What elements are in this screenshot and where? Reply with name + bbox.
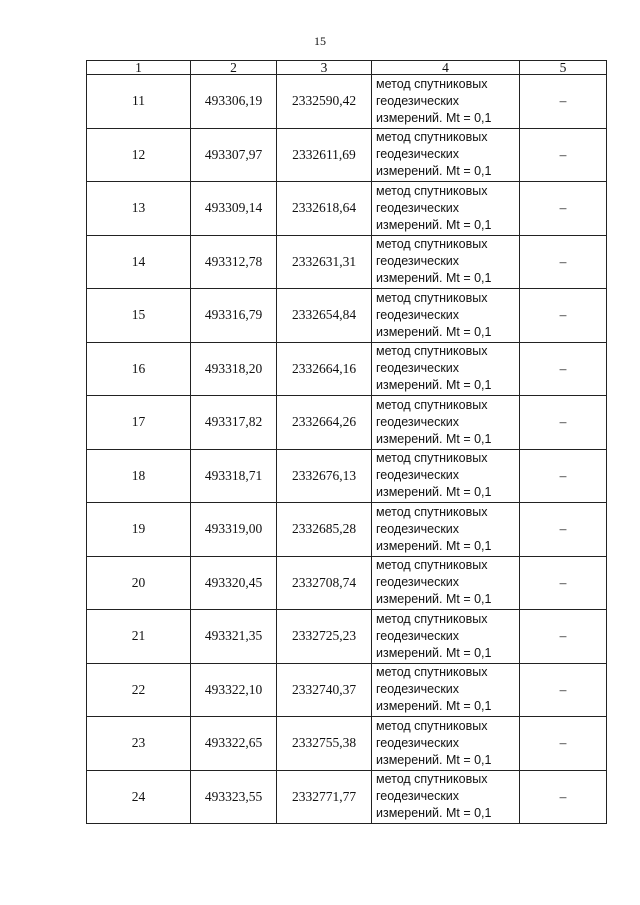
method-cell (372, 396, 520, 450)
point-number-cell: 16 (87, 342, 191, 396)
description-cell: – (520, 235, 607, 289)
method-line: метод спутниковых (376, 558, 488, 573)
method-line: метод спутниковых (376, 76, 488, 91)
point-number-cell: 12 (87, 128, 191, 182)
description-cell: – (520, 770, 607, 824)
y-coordinate-cell: 2332676,13 (277, 449, 372, 503)
point-number-cell: 24 (87, 770, 191, 824)
method-line: геодезических (376, 93, 460, 108)
y-coordinate-cell: 2332740,37 (277, 663, 372, 717)
table-body (87, 75, 607, 824)
method-cell (372, 449, 520, 503)
coordinates-table (86, 60, 607, 824)
header-cell-3: 3 (277, 61, 372, 75)
method-line: метод спутниковых (376, 451, 488, 466)
method-cell (372, 503, 520, 557)
description-cell: – (520, 503, 607, 557)
table-row (87, 289, 607, 343)
table-row (87, 556, 607, 610)
header-cell-1: 1 (87, 61, 191, 75)
description-cell: – (520, 717, 607, 771)
table-row (87, 342, 607, 396)
x-coordinate-cell: 493318,71 (191, 449, 277, 503)
table-row (87, 75, 607, 129)
method-cell (372, 75, 520, 129)
y-coordinate-cell: 2332664,16 (277, 342, 372, 396)
description-cell: – (520, 289, 607, 343)
table-row (87, 770, 607, 824)
method-line: геодезических (376, 682, 460, 697)
method-line: измерений. Mt = 0,1 (376, 538, 492, 553)
description-cell: – (520, 75, 607, 129)
method-line: измерений. Mt = 0,1 (376, 699, 492, 714)
x-coordinate-cell: 493309,14 (191, 182, 277, 236)
table-row (87, 449, 607, 503)
header-cell-2: 2 (191, 61, 277, 75)
y-coordinate-cell: 2332708,74 (277, 556, 372, 610)
y-coordinate-cell: 2332685,28 (277, 503, 372, 557)
method-line: метод спутниковых (376, 772, 488, 787)
description-cell: – (520, 610, 607, 664)
method-line: геодезических (376, 575, 460, 590)
y-coordinate-cell: 2332631,31 (277, 235, 372, 289)
y-coordinate-cell: 2332590,42 (277, 75, 372, 129)
x-coordinate-cell: 493312,78 (191, 235, 277, 289)
y-coordinate-cell: 2332771,77 (277, 770, 372, 824)
method-line: метод спутниковых (376, 611, 488, 626)
method-line: метод спутниковых (376, 504, 488, 519)
method-line: измерений. Mt = 0,1 (376, 752, 492, 767)
table-row (87, 610, 607, 664)
table-row (87, 663, 607, 717)
method-line: измерений. Mt = 0,1 (376, 110, 492, 125)
table-row (87, 235, 607, 289)
point-number-cell: 23 (87, 717, 191, 771)
x-coordinate-cell: 493318,20 (191, 342, 277, 396)
method-line: метод спутниковых (376, 130, 488, 145)
method-line: измерений. Mt = 0,1 (376, 806, 492, 821)
x-coordinate-cell: 493316,79 (191, 289, 277, 343)
table-row (87, 503, 607, 557)
table-row (87, 396, 607, 450)
method-cell (372, 342, 520, 396)
method-line: геодезических (376, 414, 460, 429)
point-number-cell: 21 (87, 610, 191, 664)
header-row (87, 61, 607, 75)
method-line: геодезических (376, 361, 460, 376)
method-line: геодезических (376, 735, 460, 750)
description-cell: – (520, 449, 607, 503)
method-line: метод спутниковых (376, 290, 488, 305)
method-cell (372, 235, 520, 289)
y-coordinate-cell: 2332611,69 (277, 128, 372, 182)
method-line: метод спутниковых (376, 665, 488, 680)
description-cell: – (520, 556, 607, 610)
x-coordinate-cell: 493317,82 (191, 396, 277, 450)
x-coordinate-cell: 493307,97 (191, 128, 277, 182)
x-coordinate-cell: 493306,19 (191, 75, 277, 129)
y-coordinate-cell: 2332725,23 (277, 610, 372, 664)
method-cell (372, 663, 520, 717)
description-cell: – (520, 396, 607, 450)
y-coordinate-cell: 2332618,64 (277, 182, 372, 236)
method-line: метод спутниковых (376, 183, 488, 198)
method-line: измерений. Mt = 0,1 (376, 271, 492, 286)
description-cell: – (520, 663, 607, 717)
method-line: геодезических (376, 628, 460, 643)
point-number-cell: 18 (87, 449, 191, 503)
point-number-cell: 11 (87, 75, 191, 129)
table-row (87, 717, 607, 771)
table-row (87, 182, 607, 236)
method-line: метод спутниковых (376, 718, 488, 733)
method-line: геодезических (376, 254, 460, 269)
method-line: измерений. Mt = 0,1 (376, 431, 492, 446)
description-cell: – (520, 342, 607, 396)
method-line: измерений. Mt = 0,1 (376, 324, 492, 339)
y-coordinate-cell: 2332755,38 (277, 717, 372, 771)
method-line: метод спутниковых (376, 397, 488, 412)
method-line: метод спутниковых (376, 237, 488, 252)
method-cell (372, 556, 520, 610)
point-number-cell: 14 (87, 235, 191, 289)
point-number-cell: 19 (87, 503, 191, 557)
method-line: метод спутниковых (376, 344, 488, 359)
header-cell-4: 4 (372, 61, 520, 75)
point-number-cell: 22 (87, 663, 191, 717)
method-cell (372, 610, 520, 664)
method-line: геодезических (376, 200, 460, 215)
table-row (87, 128, 607, 182)
method-cell (372, 717, 520, 771)
point-number-cell: 13 (87, 182, 191, 236)
description-cell: – (520, 182, 607, 236)
header-cell-5: 5 (520, 61, 607, 75)
method-line: измерений. Mt = 0,1 (376, 645, 492, 660)
method-cell (372, 182, 520, 236)
method-line: геодезических (376, 789, 460, 804)
point-number-cell: 17 (87, 396, 191, 450)
y-coordinate-cell: 2332654,84 (277, 289, 372, 343)
table-header (87, 61, 607, 75)
point-number-cell: 20 (87, 556, 191, 610)
method-line: измерений. Mt = 0,1 (376, 378, 492, 393)
method-line: измерений. Mt = 0,1 (376, 485, 492, 500)
method-cell (372, 289, 520, 343)
x-coordinate-cell: 493319,00 (191, 503, 277, 557)
method-line: геодезических (376, 468, 460, 483)
y-coordinate-cell: 2332664,26 (277, 396, 372, 450)
x-coordinate-cell: 493323,55 (191, 770, 277, 824)
method-line: измерений. Mt = 0,1 (376, 164, 492, 179)
point-number-cell: 15 (87, 289, 191, 343)
x-coordinate-cell: 493321,35 (191, 610, 277, 664)
method-line: геодезических (376, 521, 460, 536)
method-line: геодезических (376, 147, 460, 162)
x-coordinate-cell: 493322,10 (191, 663, 277, 717)
method-line: геодезических (376, 307, 460, 322)
page-number: 15 (314, 34, 326, 48)
x-coordinate-cell: 493322,65 (191, 717, 277, 771)
description-cell: – (520, 128, 607, 182)
method-cell (372, 770, 520, 824)
method-line: измерений. Mt = 0,1 (376, 592, 492, 607)
method-cell (372, 128, 520, 182)
method-line: измерений. Mt = 0,1 (376, 217, 492, 232)
x-coordinate-cell: 493320,45 (191, 556, 277, 610)
